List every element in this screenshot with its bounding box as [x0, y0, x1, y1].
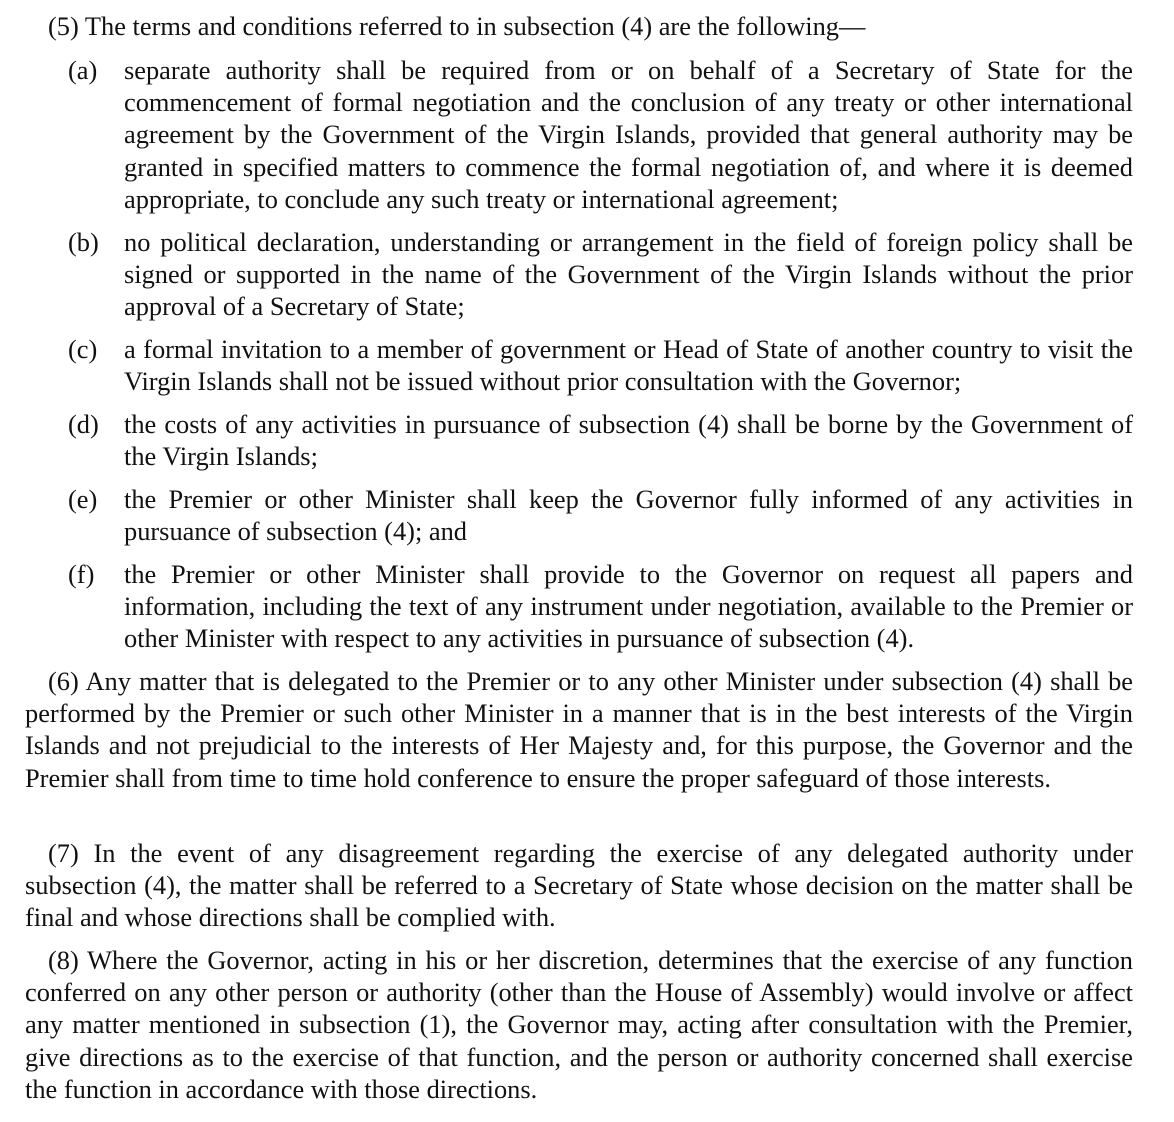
item-text: no political declaration, understanding or arrangement in the field of foreign policy shall be signed or supported in the name of the Government of the Virgin Islands without the prior approval of a Secretary of State; [124, 227, 1133, 322]
item-text: the Premier or other Minister shall provide to the Governor on request all papers and information, including the text of any instrument under negotiation, available to the Premier or other Minister with respect to any activities in pursuance of subsection (4). [124, 559, 1133, 654]
list-item-c [68, 333, 1133, 397]
item-label: (f) [68, 559, 95, 589]
item-text: the Premier or other Minister shall keep the Governor fully informed of any activities in pursuance of subsection (4); and [124, 484, 1133, 547]
item-label: (a) [68, 55, 98, 85]
subsection-5-intro: (5) The terms and conditions referred to in subsection (4) are the following— [48, 11, 866, 41]
subsection-6: (6) Any matter that is delegated to the Premier or to any other Minister under subsection (4) shall be performed by the Premier or such other Minister in a manner that is in the best interests of the Virgin Islands and not prejudicial to the interests of Her Majesty and, for this purpose, the Governor and the Premier shall from time to time hold conference to ensure the proper safeguard of those interests. [25, 666, 1133, 793]
list-item-d [68, 408, 1133, 472]
subsection-7: (7) In the event of any disagreement regarding the exercise of any delegated authority under subsection (4), the matter shall be referred to a Secretary of State whose decision on the matter shall be final and whose directions shall be complied with. [25, 838, 1133, 933]
item-text: the costs of any activities in pursuance of subsection (4) shall be borne by the Government of the Virgin Islands; [124, 409, 1133, 472]
list-item-a [68, 54, 1133, 215]
item-label: (e) [68, 484, 98, 514]
list-item-e [68, 483, 1133, 547]
item-label: (c) [68, 334, 98, 364]
list-item-b [68, 226, 1133, 323]
item-text: separate authority shall be required from or on behalf of a Secretary of State for the commencement of formal negotiation and the conclusion of any treaty or other international agreement by the Government of the Virgin Islands, provided that general authority may be granted in specified matters to commence the formal negotiation of, and where it is deemed appropriate, to conclude any such treaty or international agreement; [124, 55, 1133, 214]
item-text: a formal invitation to a member of government or Head of State of another country to visit the Virgin Islands shall not be issued without prior consultation with the Governor; [124, 334, 1133, 397]
item-label: (b) [68, 227, 99, 257]
item-label: (d) [68, 409, 99, 439]
subsection-8: (8) Where the Governor, acting in his or her discretion, determines that the exercise of any function conferred on any other person or authority (other than the House of Assembly) would involve or affect any matter mentioned in subsection (1), the Governor may, acting after consultation with the Premier, give directions as to the exercise of that function, and the person or authority concerned shall exercise the function in accordance with those directions. [25, 945, 1133, 1104]
list-item-f [68, 558, 1133, 655]
